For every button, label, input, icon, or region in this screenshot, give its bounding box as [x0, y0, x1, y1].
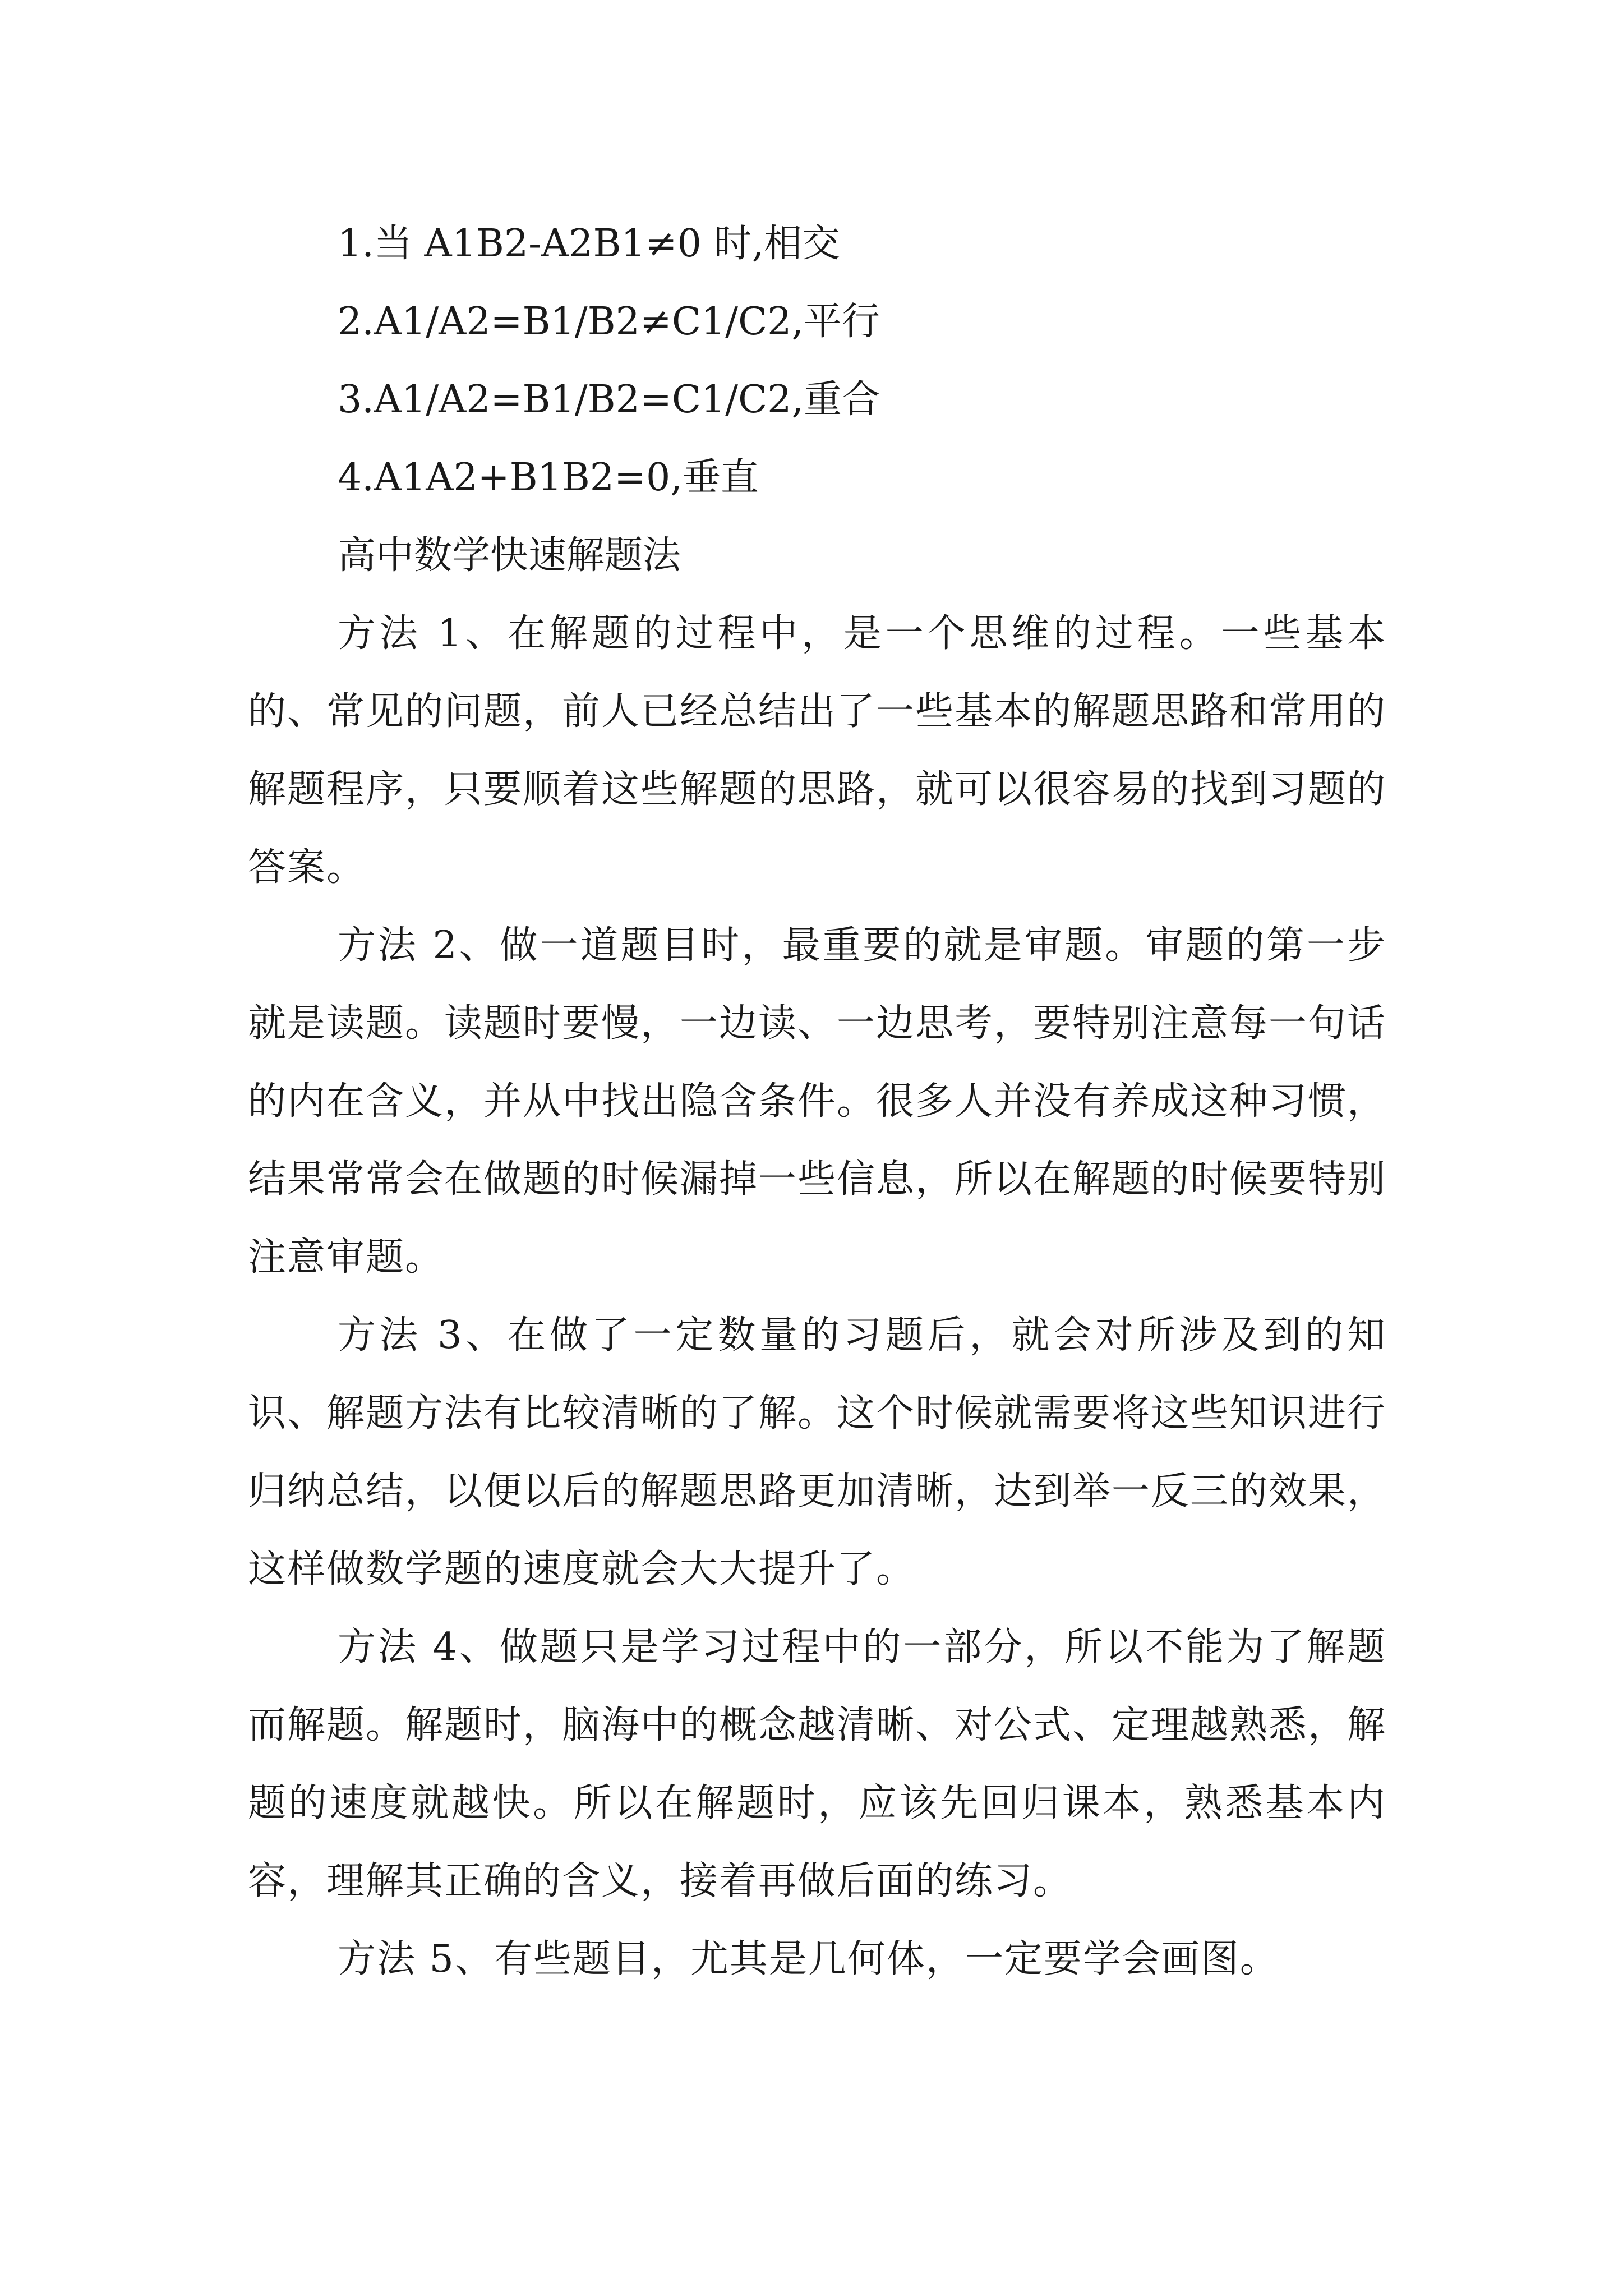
paragraph-method-4: 方法 4、做题只是学习过程中的一部分，所以不能为了解题而解题。解题时，脑海中的概念越清晰、对公式、定理越熟悉，解题的速度就越快。所以在解题时，应该先回归课本，熟悉基本内容，理解其正确的含义，接着再做后面的练习。: [248, 1625, 1387, 1903]
list-item-parallel: 2.A1/A2=B1/B2≠C1/C2,平行: [338, 300, 880, 344]
list-item-perpendicular: 4.A1A2+B1B2=0,垂直: [338, 455, 759, 500]
document-body: [248, 205, 1386, 1998]
paragraph-method-5: 方法 5、有些题目，尤其是几何体，一定要学会画图。: [338, 1937, 1279, 1981]
section-heading: 高中数学快速解题法: [338, 533, 681, 578]
list-item-intersect: 1.当 A1B2-A2B1≠0 时,相交: [338, 222, 841, 266]
paragraph-method-1: 方法 1、在解题的过程中，是一个思维的过程。一些基本的、常见的问题，前人已经总结出了一些基本的解题思路和常用的解题程序，只要顺着这些解题的思路，就可以很容易的找到习题的答案。: [248, 611, 1387, 890]
paragraph-method-2: 方法 2、做一道题目时，最重要的就是审题。审题的第一步就是读题。读题时要慢，一边读、一边思考，要特别注意每一句话的内在含义，并从中找出隐含条件。很多人并没有养成这种习惯，结果常常会在做题的时候漏掉一些信息，所以在解题的时候要特别注意审题。: [248, 923, 1387, 1280]
paragraph-method-3: 方法 3、在做了一定数量的习题后，就会对所涉及到的知识、解题方法有比较清晰的了解。这个时候就需要将这些知识进行归纳总结，以便以后的解题思路更加清晰，达到举一反三的效果，这样做数学题的速度就会大大提升了。: [248, 1313, 1387, 1591]
list-item-coincide: 3.A1/A2=B1/B2=C1/C2,重合: [338, 378, 880, 422]
